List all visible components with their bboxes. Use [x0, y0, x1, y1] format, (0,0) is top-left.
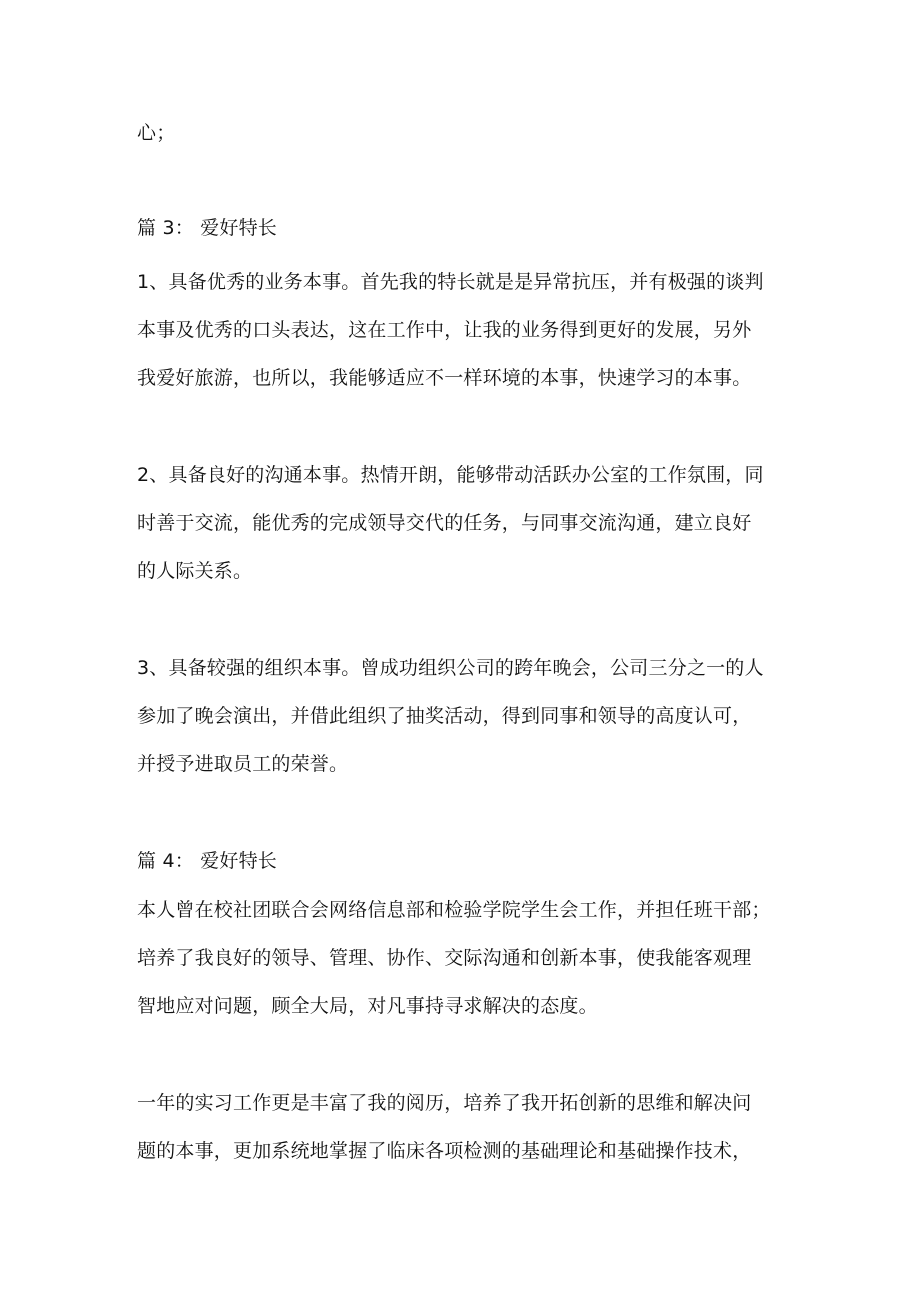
paragraph-4-line-3: 智地应对问题，顾全大局，对凡事持寻求解决的态度。: [137, 995, 598, 1017]
paragraph-2-line-3: 的人际关系。: [137, 560, 253, 582]
paragraph-3-line-2: 参加了晚会演出，并借此组织了抽奖活动，得到同事和领导的高度认可，: [137, 705, 752, 727]
paragraph-3-line-3: 并授予进取员工的荣誉。: [137, 753, 349, 775]
paragraph-4-line-1: 本人曾在校社团联合会网络信息部和检验学院学生会工作，并担任班干部；: [137, 899, 771, 921]
paragraph-2-line-1: 2、具备良好的沟通本事。热情开朗，能够带动活跃办公室的工作氛围，同: [137, 464, 764, 486]
paragraph-5-line-2: 题的本事，更加系统地掌握了临床各项检测的基础理论和基础操作技术，: [137, 1140, 752, 1162]
paragraph-2-line-2: 时善于交流，能优秀的完成领导交代的任务，与同事交流沟通，建立良好: [137, 512, 752, 534]
paragraph-5-line-1: 一年的实习工作更是丰富了我的阅历，培养了我开拓创新的思维和解决问: [137, 1092, 752, 1114]
paragraph-1-line-1: 1、具备优秀的业务本事。首先我的特长就是是异常抗压，并有极强的谈判: [137, 271, 764, 293]
paragraph-3-line-1: 3、具备较强的组织本事。曾成功组织公司的跨年晚会，公司三分之一的人: [137, 657, 764, 679]
paragraph-1-line-3: 我爱好旅游，也所以，我能够适应不一样环境的本事，快速学习的本事。: [137, 367, 752, 389]
section-heading-4: 篇 4： 爱好特长: [137, 850, 277, 872]
text-line-continuation: 心；: [137, 122, 176, 144]
paragraph-4-line-2: 培养了我良好的领导、管理、协作、交际沟通和创新本事，使我能客观理: [137, 947, 752, 969]
section-heading-3: 篇 3： 爱好特长: [137, 217, 277, 239]
paragraph-1-line-2: 本事及优秀的口头表达，这在工作中，让我的业务得到更好的发展，另外: [137, 319, 752, 341]
